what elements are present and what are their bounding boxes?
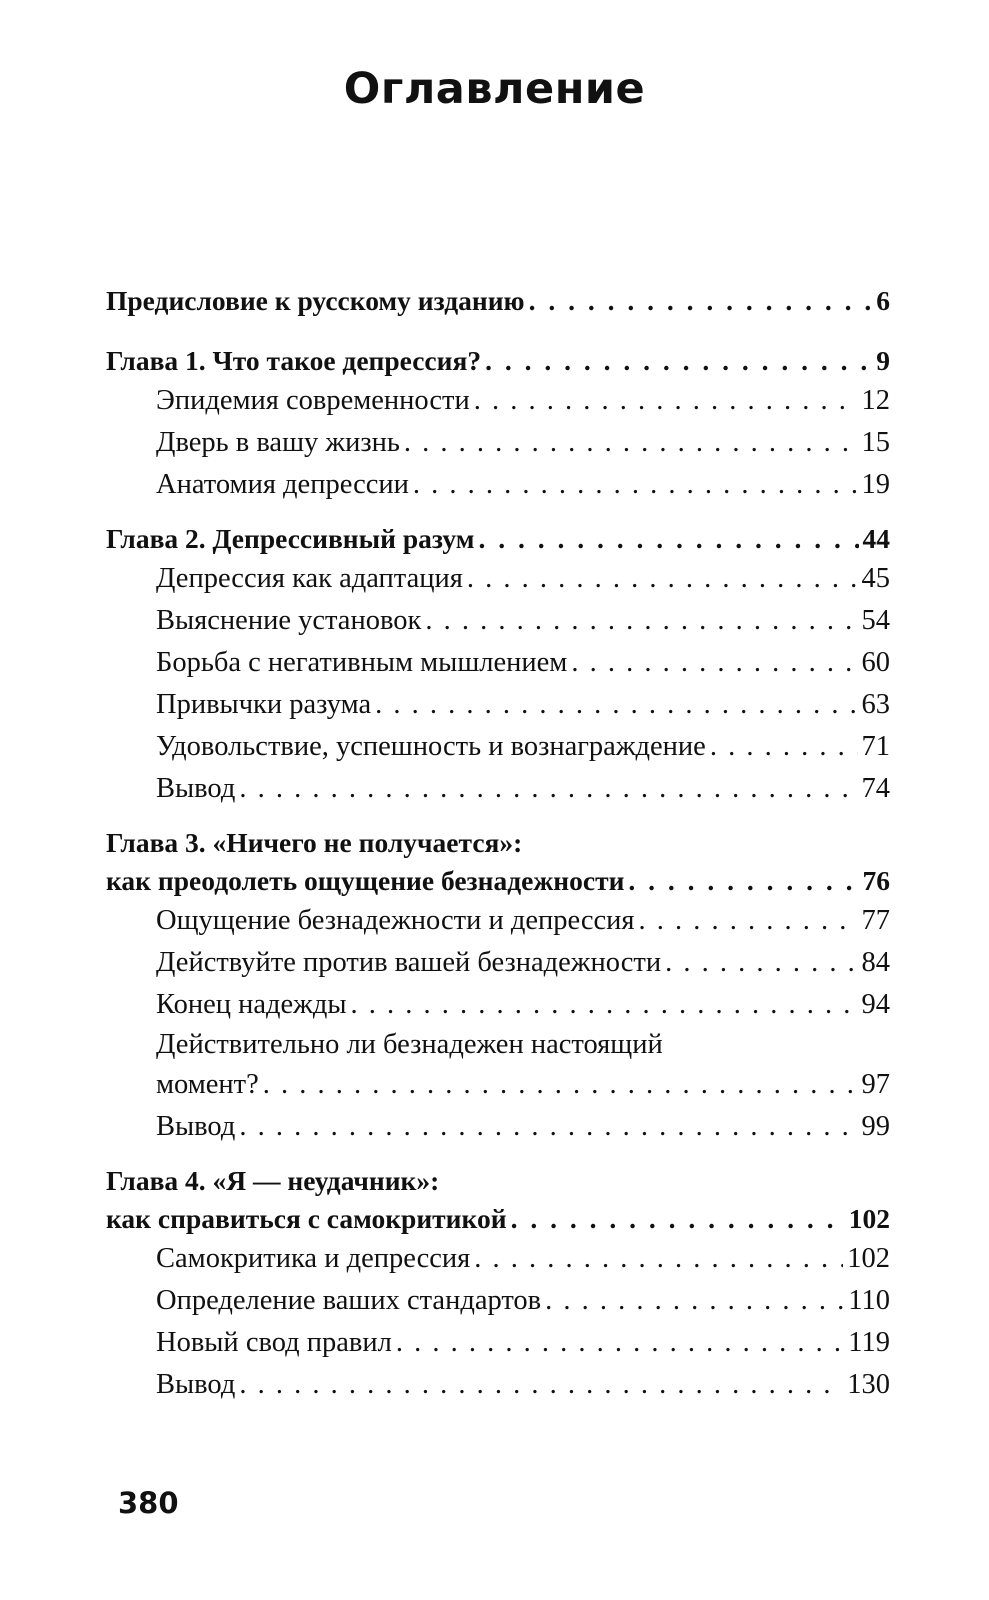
toc-chapter-1	[106, 342, 890, 380]
dot-leader	[263, 1064, 858, 1106]
toc-entry-label: Удовольствие, успешность и вознаграждение	[156, 731, 706, 762]
toc-section	[106, 600, 890, 642]
dot-leader	[413, 464, 858, 506]
toc-entry-page: 19	[861, 469, 890, 500]
toc-entry-label: Действуйте против вашей безнадежности	[156, 947, 662, 978]
toc-chapter-3	[106, 862, 890, 900]
toc-section	[106, 558, 890, 600]
toc-entry-label: Дверь в вашу жизнь	[156, 427, 400, 458]
toc-entry-label: Предисловие к русскому изданию	[106, 285, 525, 316]
toc-entry-label: Анатомия депрессии	[156, 469, 409, 500]
toc-section-line1: Действительно ли безнадежен настоящий	[156, 1029, 663, 1060]
toc-section	[106, 900, 890, 942]
toc-chapter-4-title-line1: Глава 4. «Я — неудачник»:	[106, 1165, 440, 1196]
page-number: 380	[118, 1486, 179, 1520]
table-of-contents	[106, 282, 890, 1406]
toc-section	[106, 942, 890, 984]
dot-leader	[710, 726, 858, 768]
dot-leader	[665, 942, 857, 984]
toc-entry-label: как преодолеть ощущение безнадежности	[106, 865, 625, 896]
toc-section	[106, 422, 890, 464]
dot-leader	[239, 768, 857, 810]
dot-leader	[425, 600, 857, 642]
toc-entry-page: 102	[847, 1243, 890, 1274]
toc-entry-label: Борьба с негативным мышлением	[156, 647, 568, 678]
toc-entry-page: 99	[861, 1111, 890, 1142]
dot-leader	[239, 1364, 843, 1406]
toc-entry-label: Депрессия как адаптация	[156, 563, 463, 594]
page-title: Оглавление	[343, 64, 646, 114]
toc-entry-page: 54	[861, 605, 890, 636]
toc-entry-page: 77	[861, 905, 890, 936]
toc-entry-label: как справиться с самокритикой	[106, 1203, 507, 1234]
toc-entry-page: 60	[861, 647, 890, 678]
toc-entry-label: Привычки разума	[156, 689, 372, 720]
dot-leader	[571, 642, 857, 684]
toc-section	[106, 684, 890, 726]
toc-entry-preface	[106, 282, 890, 320]
toc-entry-label: момент?	[156, 1069, 259, 1100]
toc-section	[106, 984, 890, 1026]
dot-leader	[529, 282, 873, 320]
toc-entry-label: Самокритика и депрессия	[156, 1243, 471, 1274]
toc-entry-page: 6	[876, 285, 890, 316]
dot-leader	[467, 558, 858, 600]
toc-entry-page: 130	[847, 1369, 890, 1400]
toc-entry-page: 84	[861, 947, 890, 978]
dot-leader	[474, 380, 858, 422]
toc-entry-label: Новый свод правил	[156, 1327, 392, 1358]
toc-entry-page: 9	[876, 345, 890, 376]
toc-entry-label: Глава 1. Что такое депрессия?	[106, 345, 482, 376]
toc-entry-page: 119	[848, 1327, 890, 1358]
toc-entry-label: Вывод	[156, 1111, 236, 1142]
toc-entry-label: Определение ваших стандартов	[156, 1285, 542, 1316]
toc-chapter-4	[106, 1200, 890, 1238]
toc-section	[106, 1364, 890, 1406]
dot-leader	[351, 984, 858, 1026]
toc-section	[106, 726, 890, 768]
toc-entry-label: Вывод	[156, 1369, 236, 1400]
toc-section	[106, 768, 890, 810]
toc-entry-page: 71	[861, 731, 890, 762]
toc-entry-page: 12	[861, 385, 890, 416]
toc-entry-page: 97	[861, 1069, 890, 1100]
toc-entry-page: 76	[862, 865, 890, 896]
dot-leader	[628, 862, 858, 900]
toc-entry-page: 63	[861, 689, 890, 720]
toc-section	[106, 1064, 890, 1106]
toc-entry-page: 94	[861, 989, 890, 1020]
toc-section	[106, 1322, 890, 1364]
toc-chapter-2	[106, 520, 890, 558]
toc-entry-label: Вывод	[156, 773, 236, 804]
dot-leader	[511, 1200, 845, 1238]
toc-section	[106, 1106, 890, 1148]
dot-leader	[485, 342, 872, 380]
dot-leader	[545, 1280, 844, 1322]
dot-leader	[375, 684, 857, 726]
dot-leader	[396, 1322, 844, 1364]
toc-section	[106, 1280, 890, 1322]
toc-entry-page: 110	[848, 1285, 890, 1316]
toc-entry-label: Выяснение установок	[156, 605, 422, 636]
toc-entry-page: 45	[861, 563, 890, 594]
toc-section	[106, 642, 890, 684]
toc-entry-label: Глава 2. Депрессивный разум	[106, 523, 475, 554]
toc-entry-page: 102	[848, 1203, 890, 1234]
dot-leader	[474, 1238, 843, 1280]
toc-chapter-3-title-line1: Глава 3. «Ничего не получается»:	[106, 827, 523, 858]
toc-section	[106, 380, 890, 422]
dot-leader	[639, 900, 858, 942]
dot-leader	[239, 1106, 857, 1148]
toc-entry-page: 44	[862, 523, 890, 554]
toc-entry-label: Эпидемия современности	[156, 385, 470, 416]
toc-entry-page: 15	[861, 427, 890, 458]
toc-entry-label: Конец надежды	[156, 989, 347, 1020]
toc-entry-label: Ощущение безнадежности и депрессия	[156, 905, 635, 936]
dot-leader	[404, 422, 858, 464]
toc-entry-page: 74	[861, 773, 890, 804]
toc-section	[106, 464, 890, 506]
toc-section	[106, 1238, 890, 1280]
dot-leader	[478, 520, 858, 558]
